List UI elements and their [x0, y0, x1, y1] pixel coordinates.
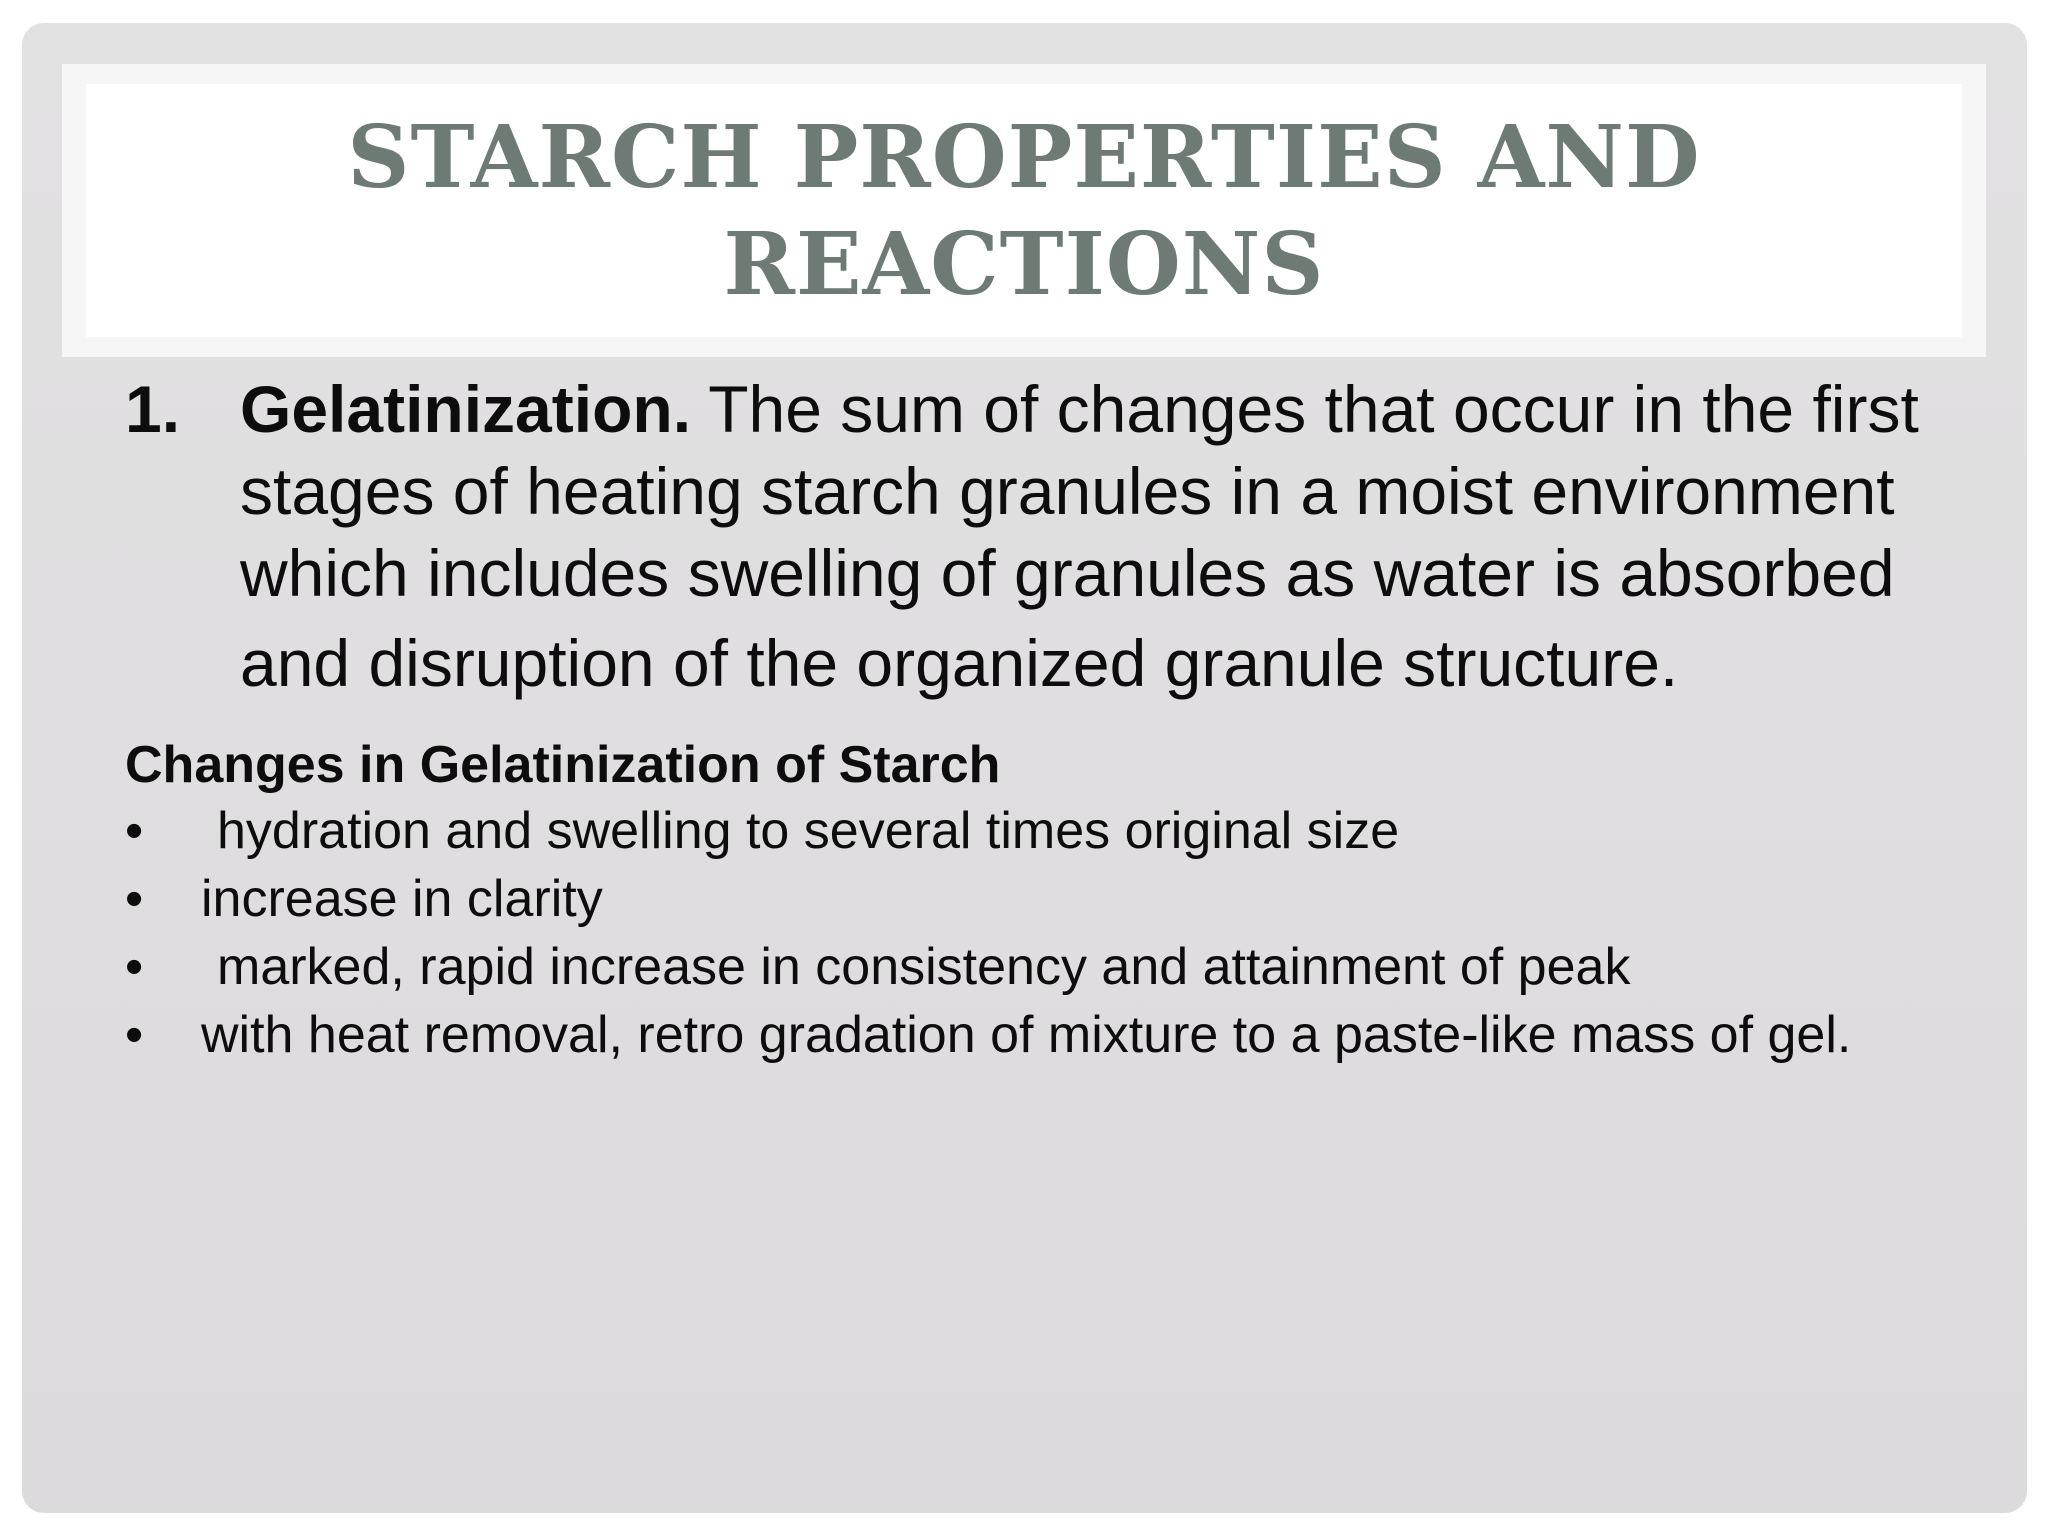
list-item: [125, 866, 1975, 932]
numbered-item-term: Gelatinization.: [240, 372, 692, 446]
sub-heading: Changes in Gelatinization of Starch: [125, 736, 1001, 794]
bullet-text: with heat removal, retro gradation of mixture to a paste-like mass of gel.: [201, 1006, 1852, 1064]
numbered-item-text: [240, 368, 2005, 704]
bullet-icon: •: [125, 938, 144, 996]
list-item: [125, 1002, 1975, 1068]
list-item: [125, 798, 1975, 864]
numbered-item: [125, 368, 2005, 704]
slide-body: [22, 23, 2027, 1513]
list-item: [125, 934, 1975, 1000]
numbered-item-definition: The sum of changes that occur in the first stages of heating starch granules in a moist environment which includes swelling of granules as water is absorbed: [240, 372, 1919, 610]
bullet-icon: •: [125, 802, 144, 860]
numbered-item-marker: 1.: [125, 372, 181, 446]
bullet-text: marked, rapid increase in consistency and attainment of peak: [217, 938, 1631, 996]
bullet-list: [125, 798, 1975, 1070]
bullet-icon: •: [125, 1006, 144, 1064]
slide-title: STARCH PROPERTIES AND REACTIONS: [347, 106, 1701, 315]
bullet-icon: •: [125, 870, 144, 928]
numbered-item-last-line: and disruption of the organized granule structure.: [240, 626, 1679, 700]
bullet-text: increase in clarity: [201, 870, 603, 928]
bullet-text: hydration and swelling to several times original size: [217, 802, 1400, 860]
slide: [22, 23, 2027, 1513]
